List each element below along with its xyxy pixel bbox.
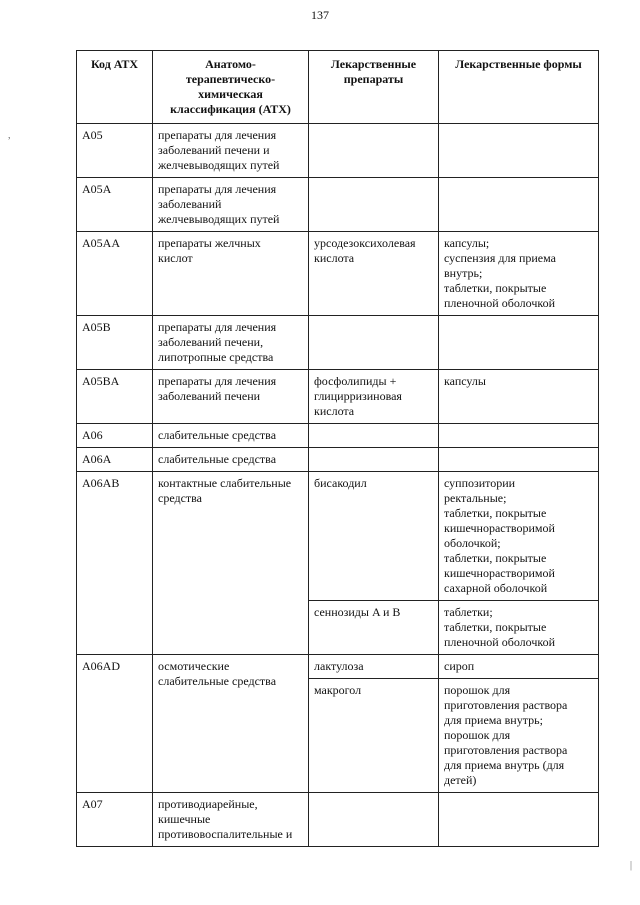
drug-cell [309, 424, 439, 448]
classification-cell: препараты для лечения заболеваний печени [153, 370, 309, 424]
table-row [77, 178, 599, 232]
forms-cell [439, 448, 599, 472]
code-cell: A06 [77, 424, 153, 448]
drug-cell [309, 448, 439, 472]
classification-cell: слабительные средства [153, 424, 309, 448]
code-cell: A05B [77, 316, 153, 370]
classification-cell: противодиарейные, кишечные противовоспалительные и [153, 793, 309, 847]
table-row [77, 316, 599, 370]
forms-cell: сироп [439, 655, 599, 679]
forms-cell: суппозитории ректальные; таблетки, покрытые кишечнорастворимой оболочкой; таблетки, покрытые кишечнорастворимой сахарной оболочкой [439, 472, 599, 601]
classification-cell: препараты для лечения заболеваний печени и желчевыводящих путей [153, 124, 309, 178]
drug-cell: сеннозиды A и B [309, 601, 439, 655]
table-row [77, 424, 599, 448]
drug-cell [309, 124, 439, 178]
classification-cell: препараты для лечения заболеваний желчевыводящих путей [153, 178, 309, 232]
forms-cell [439, 178, 599, 232]
forms-cell [439, 793, 599, 847]
drug-cell: лактулоза [309, 655, 439, 679]
table-row [77, 655, 599, 679]
margin-tick: | [630, 860, 633, 871]
header-classification: Анатомо- терапевтическо- химическая классификация (АТХ) [153, 51, 309, 124]
forms-cell: капсулы [439, 370, 599, 424]
forms-cell [439, 124, 599, 178]
classification-cell: препараты для лечения заболеваний печени, липотропные средства [153, 316, 309, 370]
classification-cell: препараты желчных кислот [153, 232, 309, 316]
drug-cell: урсодезоксихолевая кислота [309, 232, 439, 316]
code-cell: A06AD [77, 655, 153, 793]
table-row [77, 232, 599, 316]
drug-cell [309, 178, 439, 232]
table-row [77, 370, 599, 424]
forms-cell [439, 316, 599, 370]
code-cell: A06AB [77, 472, 153, 655]
drug-cell: фосфолипиды + глицирризиновая кислота [309, 370, 439, 424]
drug-cell: бисакодил [309, 472, 439, 601]
header-code: Код АТХ [77, 51, 153, 124]
forms-cell: таблетки; таблетки, покрытые пленочной оболочкой [439, 601, 599, 655]
code-cell: A07 [77, 793, 153, 847]
forms-cell: капсулы; суспензия для приема внутрь; таблетки, покрытые пленочной оболочкой [439, 232, 599, 316]
drug-cell [309, 316, 439, 370]
page-number: 137 [311, 8, 329, 22]
code-cell: A05AA [77, 232, 153, 316]
code-cell: A05A [77, 178, 153, 232]
table-row [77, 793, 599, 847]
table-row [77, 124, 599, 178]
header-drugs: Лекарственные препараты [309, 51, 439, 124]
classification-cell: осмотические слабительные средства [153, 655, 309, 793]
classification-cell: контактные слабительные средства [153, 472, 309, 655]
classification-cell: слабительные средства [153, 448, 309, 472]
atx-table [76, 50, 599, 847]
drug-cell [309, 793, 439, 847]
forms-cell: порошок для приготовления раствора для приема внутрь; порошок для приготовления раствора для приема внутрь (для детей) [439, 679, 599, 793]
drug-cell: макрогол [309, 679, 439, 793]
code-cell: A05BA [77, 370, 153, 424]
table-row [77, 472, 599, 601]
table-row [77, 448, 599, 472]
code-cell: A05 [77, 124, 153, 178]
code-cell: A06A [77, 448, 153, 472]
header-row [77, 51, 599, 124]
forms-cell [439, 424, 599, 448]
margin-tick: , [8, 130, 11, 141]
header-forms: Лекарственные формы [439, 51, 599, 124]
